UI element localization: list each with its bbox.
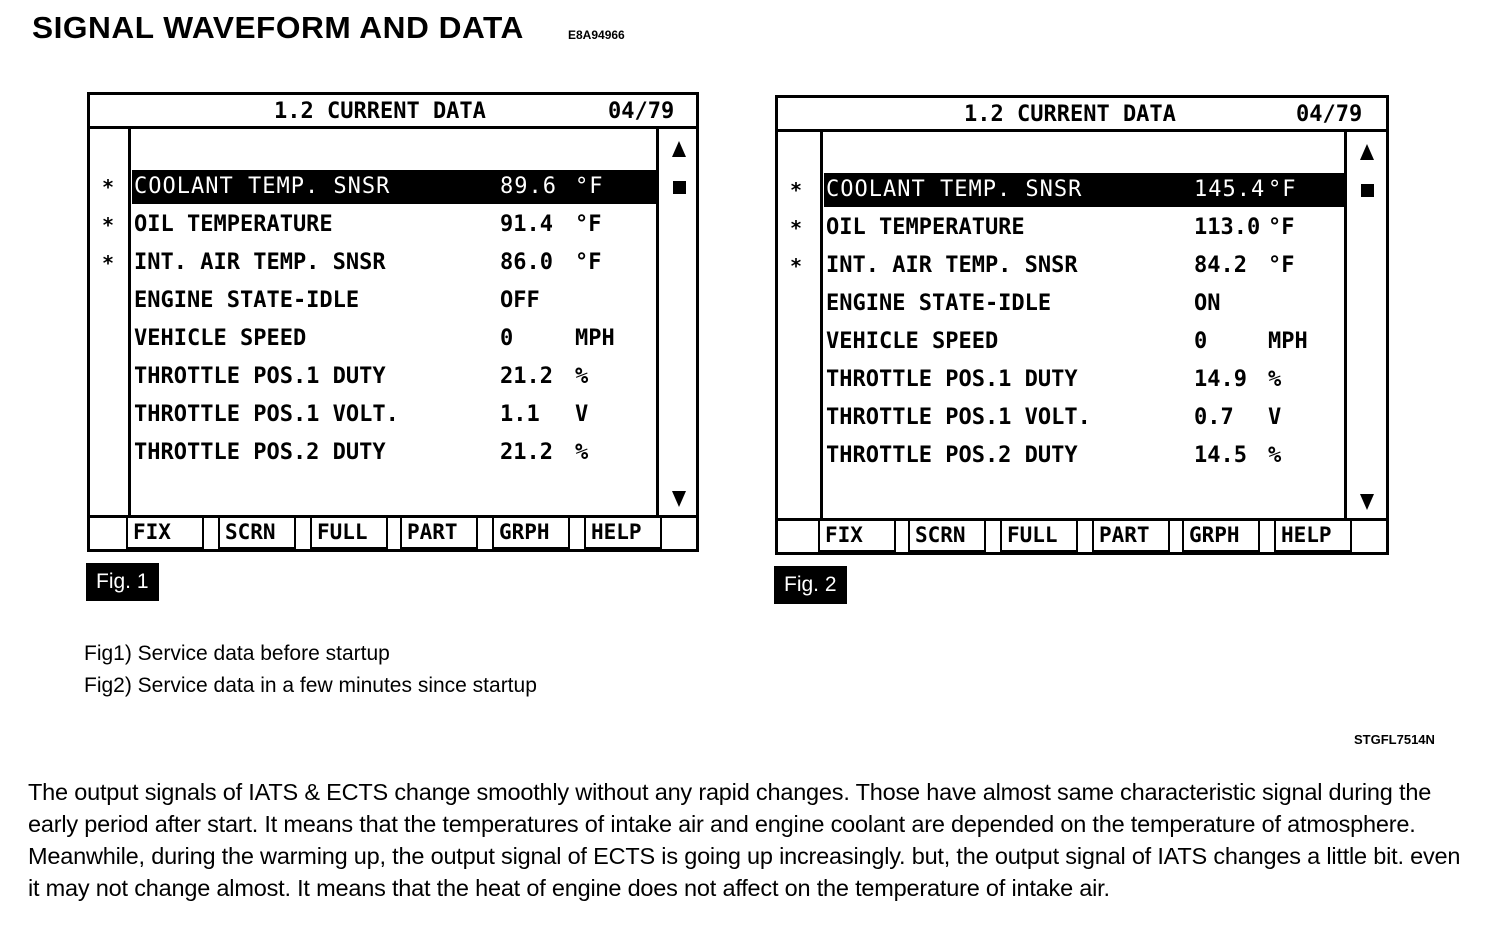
data-row[interactable] (90, 246, 696, 280)
grph-key[interactable]: GRPH (492, 515, 570, 549)
parameter-value: 145.4 (1194, 177, 1266, 202)
parameter-name: THROTTLE POS.1 DUTY (826, 367, 1078, 392)
parameter-unit: °F (1268, 253, 1295, 278)
screen-title: 1.2 CURRENT DATA (964, 102, 1176, 127)
parameter-unit: V (1268, 405, 1282, 430)
screen-header (778, 98, 1386, 132)
parameter-name: INT. AIR TEMP. SNSR (826, 253, 1078, 278)
data-row[interactable] (778, 249, 1386, 283)
parameter-value: 1.1 (500, 402, 540, 427)
part-key[interactable]: PART (1092, 518, 1170, 552)
help-key[interactable]: HELP (1274, 518, 1352, 552)
parameter-unit: MPH (1268, 329, 1308, 354)
scroll-down-arrow-icon[interactable] (1360, 494, 1374, 510)
data-row[interactable] (778, 363, 1386, 397)
parameter-value: ON (1194, 291, 1221, 316)
star-icon: * (102, 175, 115, 199)
parameter-value: 113.0 (1194, 215, 1261, 240)
parameter-value: 21.2 (500, 440, 553, 465)
screen-header (90, 95, 696, 129)
parameter-unit: °F (575, 250, 602, 275)
parameter-unit: % (1268, 443, 1282, 468)
parameter-unit: % (1268, 367, 1282, 392)
scroll-up-arrow-icon[interactable] (1360, 144, 1374, 160)
parameter-unit: °F (1268, 215, 1295, 240)
scan-tool-screen-1 (87, 92, 699, 552)
star-icon: * (790, 216, 803, 240)
parameter-value: 14.9 (1194, 367, 1247, 392)
parameter-name: THROTTLE POS.1 VOLT. (134, 402, 399, 427)
parameter-unit: °F (1268, 177, 1297, 202)
screen-title: 1.2 CURRENT DATA (274, 99, 486, 124)
figure-code: STGFL7514N (1354, 732, 1435, 747)
parameter-name: VEHICLE SPEED (826, 329, 999, 354)
figure-label-1: Fig. 1 (86, 563, 159, 601)
star-icon: * (790, 178, 803, 202)
parameter-name: COOLANT TEMP. SNSR (134, 174, 391, 199)
data-row[interactable] (90, 322, 696, 356)
full-key[interactable]: FULL (1000, 518, 1078, 552)
parameter-name: INT. AIR TEMP. SNSR (134, 250, 386, 275)
data-row[interactable] (90, 436, 696, 470)
parameter-name: COOLANT TEMP. SNSR (826, 177, 1083, 202)
figure-caption-2: Fig2) Service data in a few minutes since startup (84, 674, 537, 697)
data-row[interactable] (90, 170, 696, 204)
fix-key[interactable]: FIX (818, 518, 896, 552)
star-icon: * (790, 254, 803, 278)
parameter-unit: MPH (575, 326, 615, 351)
parameter-unit: % (575, 364, 589, 389)
document-id: E8A94966 (568, 28, 625, 42)
scrn-key[interactable]: SCRN (218, 515, 296, 549)
parameter-value: 0 (500, 326, 514, 351)
parameter-value: 84.2 (1194, 253, 1247, 278)
figure-label-2: Fig. 2 (774, 566, 847, 604)
parameter-name: VEHICLE SPEED (134, 326, 307, 351)
parameter-name: OIL TEMPERATURE (826, 215, 1025, 240)
parameter-name: THROTTLE POS.1 DUTY (134, 364, 386, 389)
full-key[interactable]: FULL (310, 515, 388, 549)
parameter-value: 14.5 (1194, 443, 1247, 468)
data-row[interactable] (778, 211, 1386, 245)
scroll-down-arrow-icon[interactable] (672, 491, 686, 507)
parameter-value: 0 (1194, 329, 1208, 354)
parameter-value: OFF (500, 288, 540, 313)
data-row[interactable] (778, 325, 1386, 359)
body-paragraph: The output signals of IATS & ECTS change smoothly without any rapid changes. Those have almost same characteristic signal during the early period after start. It means that the temperatures of intake air and engine coolant are depended on the temperature of atmosphere. Meanwhile, during the warming up, the output signal of ECTS is going up increasingly. but, the output signal of IATS changes a little bit. even it may not change almost. It means that the heat of engine does not affect on the temperature of intake air. (28, 779, 1461, 901)
figure-caption-1: Fig1) Service data before startup (84, 642, 390, 665)
data-row[interactable] (778, 401, 1386, 435)
parameter-value: 0.7 (1194, 405, 1234, 430)
parameter-name: ENGINE STATE-IDLE (134, 288, 360, 313)
part-key[interactable]: PART (400, 515, 478, 549)
data-row[interactable] (90, 398, 696, 432)
data-row[interactable] (90, 284, 696, 318)
parameter-name: ENGINE STATE-IDLE (826, 291, 1052, 316)
parameter-name: OIL TEMPERATURE (134, 212, 333, 237)
scrn-key[interactable]: SCRN (908, 518, 986, 552)
parameter-name: THROTTLE POS.2 DUTY (826, 443, 1078, 468)
parameter-value: 21.2 (500, 364, 553, 389)
parameter-unit: °F (575, 174, 604, 199)
parameter-value: 91.4 (500, 212, 553, 237)
scan-tool-screen-2 (775, 95, 1389, 555)
data-row[interactable] (90, 360, 696, 394)
page-title: SIGNAL WAVEFORM AND DATA (32, 10, 524, 45)
parameter-unit: °F (575, 212, 602, 237)
page-counter: 04/79 (1296, 102, 1363, 127)
parameter-value: 86.0 (500, 250, 553, 275)
parameter-unit: % (575, 440, 589, 465)
star-icon: * (102, 213, 115, 237)
data-row[interactable] (778, 439, 1386, 473)
parameter-value: 89.6 (500, 174, 557, 199)
scroll-up-arrow-icon[interactable] (672, 141, 686, 157)
data-row[interactable] (778, 287, 1386, 321)
function-key-bar (90, 515, 696, 549)
parameter-name: THROTTLE POS.1 VOLT. (826, 405, 1091, 430)
parameter-name: THROTTLE POS.2 DUTY (134, 440, 386, 465)
function-key-bar (778, 518, 1386, 552)
page-counter: 04/79 (608, 99, 675, 124)
data-row[interactable] (90, 208, 696, 242)
fix-key[interactable]: FIX (126, 515, 204, 549)
help-key[interactable]: HELP (584, 515, 662, 549)
parameter-unit: V (575, 402, 589, 427)
star-icon: * (102, 251, 115, 275)
grph-key[interactable]: GRPH (1182, 518, 1260, 552)
data-row[interactable] (778, 173, 1386, 207)
